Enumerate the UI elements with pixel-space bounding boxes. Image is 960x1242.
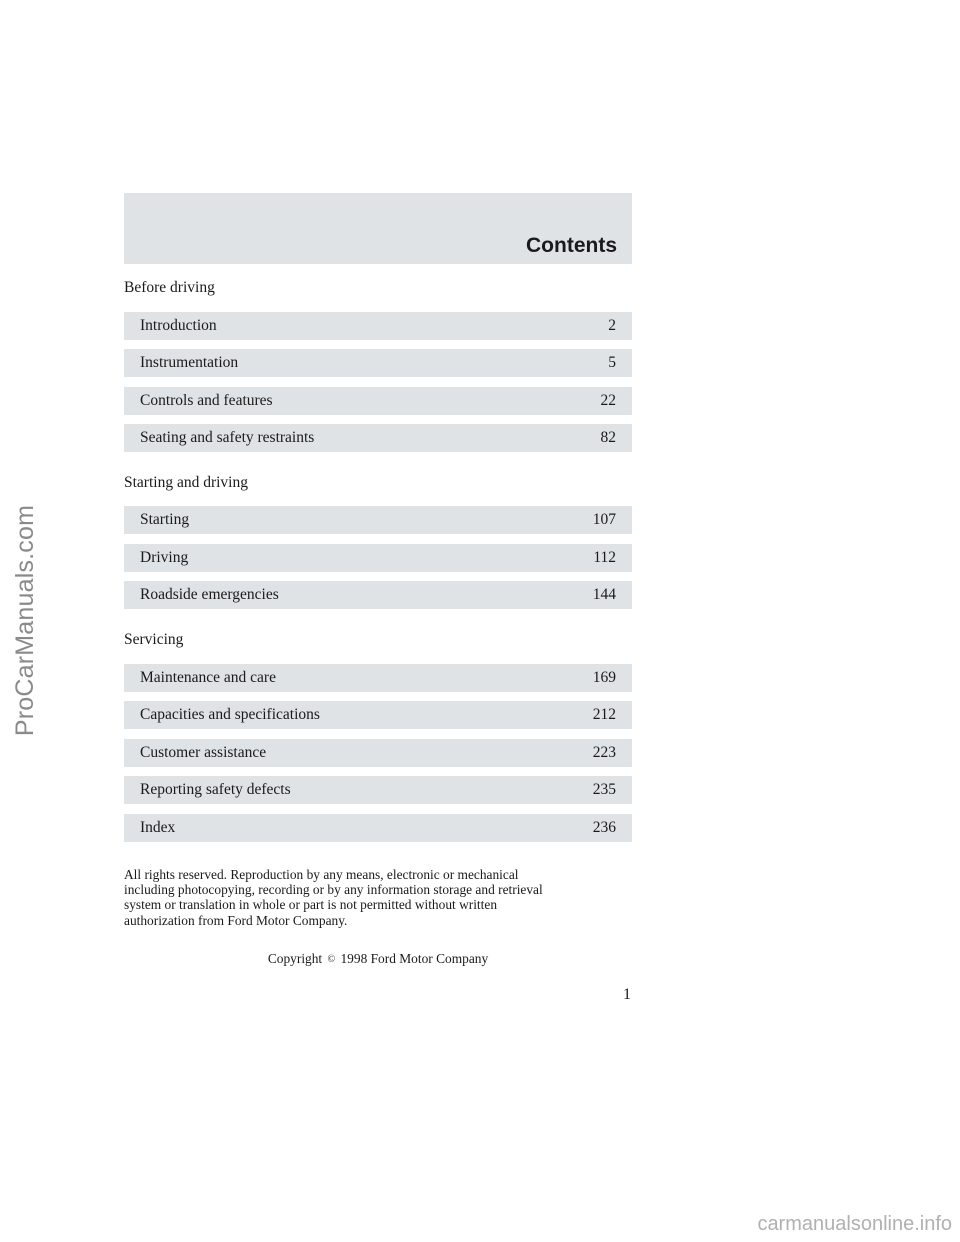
toc-entry-title: Roadside emergencies: [140, 586, 279, 603]
legal-line: system or translation in whole or part is not permitted without written: [124, 897, 498, 913]
toc-entry-seating-and-safety-restraints[interactable]: [124, 424, 632, 452]
toc-entry-title: Index: [140, 819, 176, 836]
legal-line: including photocopying, recording or by any information storage and retrieval: [124, 882, 543, 898]
page-number: 1: [623, 986, 631, 1003]
toc-entry-controls-and-features[interactable]: [124, 387, 632, 415]
legal-notice: [124, 867, 644, 928]
toc-entry-page: 82: [600, 429, 616, 446]
toc-entry-page: 212: [592, 706, 616, 723]
toc-entry-index[interactable]: [124, 814, 632, 842]
section-label-servicing: Servicing: [124, 631, 184, 648]
toc-entry-title: Capacities and specifications: [140, 706, 320, 723]
toc-entry-title: Reporting safety defects: [140, 781, 291, 798]
contents-header: [124, 193, 632, 264]
toc-entry-page: 107: [592, 511, 616, 528]
toc-entry-customer-assistance[interactable]: [124, 739, 632, 767]
toc-entry-page: 22: [600, 392, 616, 409]
toc-entry-capacities-and-specifications[interactable]: [124, 701, 632, 729]
legal-line: authorization from Ford Motor Company.: [124, 912, 348, 928]
toc-entry-title: Seating and safety restraints: [140, 429, 315, 446]
side-watermark-text: ProCarManuals.com: [11, 504, 40, 736]
toc-entry-roadside-emergencies[interactable]: [124, 581, 632, 609]
toc-entry-page: 223: [592, 744, 616, 761]
toc-entry-introduction[interactable]: [124, 312, 632, 340]
copyright-prefix: Copyright: [267, 951, 323, 966]
toc-entry-title: Starting: [140, 511, 190, 528]
legal-line: All rights reserved. Reproduction by any means, electronic or mechanical: [124, 867, 519, 882]
toc-entry-title: Instrumentation: [140, 354, 239, 371]
toc-entry-page: 5: [608, 354, 616, 371]
toc-entry-driving[interactable]: [124, 544, 632, 572]
side-watermark: [4, 490, 48, 750]
toc-entry-reporting-safety-defects[interactable]: [124, 776, 632, 804]
toc-entry-title: Introduction: [140, 317, 217, 334]
section-label-starting-and-driving: Starting and driving: [124, 474, 248, 491]
copyright-text: 1998 Ford Motor Company: [340, 951, 489, 966]
page-title: Contents: [526, 234, 617, 257]
toc-entry-page: 235: [592, 781, 616, 798]
toc-entry-page: 2: [608, 317, 616, 334]
section-label-before-driving: Before driving: [124, 279, 215, 296]
toc-entry-starting[interactable]: [124, 506, 632, 534]
toc-entry-instrumentation[interactable]: [124, 349, 632, 377]
copyright-line: [124, 951, 632, 967]
toc-entry-page: 112: [593, 549, 616, 566]
bottom-watermark: carmanualsonline.info: [757, 1213, 952, 1235]
copyright-icon: ©: [327, 954, 336, 965]
toc-entry-page: 144: [592, 586, 616, 603]
toc-entry-page: 169: [592, 669, 616, 686]
toc-entry-maintenance-and-care[interactable]: [124, 664, 632, 692]
toc-entry-page: 236: [592, 819, 616, 836]
toc-entry-title: Driving: [140, 549, 189, 566]
toc-entry-title: Customer assistance: [140, 744, 267, 761]
toc-entry-title: Controls and features: [140, 392, 273, 409]
toc-entry-title: Maintenance and care: [140, 669, 276, 686]
